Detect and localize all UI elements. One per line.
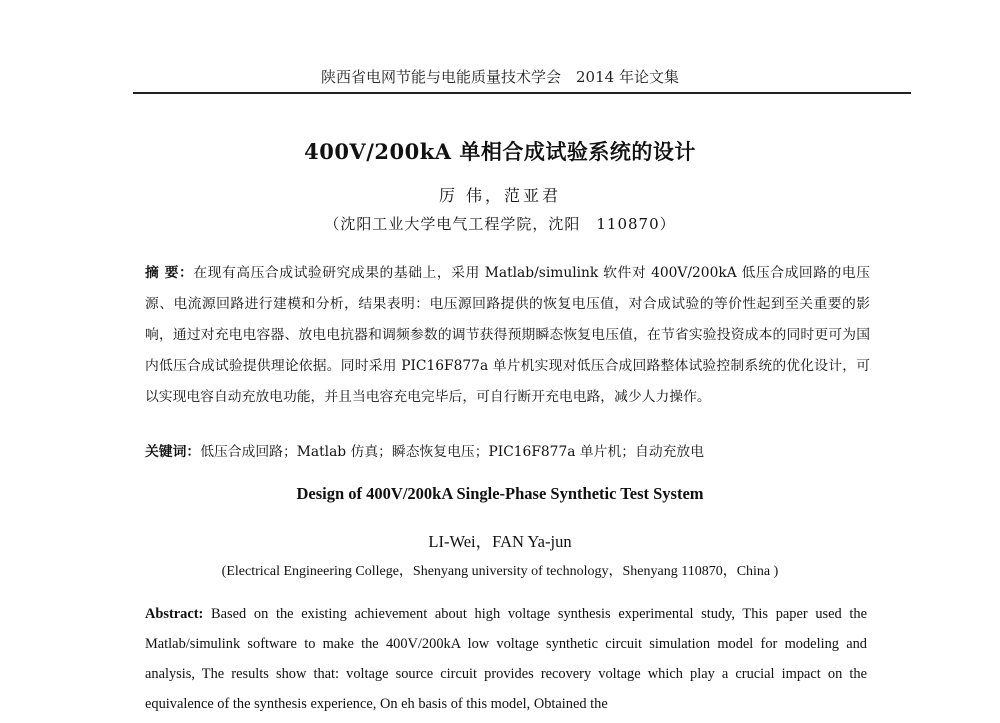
abstract-en-label: Abstract: xyxy=(145,606,204,622)
abstract-cn xyxy=(145,258,870,413)
abstract-cn-label: 摘 要： xyxy=(145,265,194,281)
abstract-en-text: Based on the existing achievement about high voltage synthesis experimental study, This paper used the Matlab/simulink software to make the 400V/200kA low voltage synthetic circuit simulation model for modeling and analysis, The results show that: voltage source circuit provides recovery voltage which play a crucial impact on the equivalence of the synthesis experience, On eh basis of this model, Obtained the xyxy=(145,606,867,712)
keywords-cn xyxy=(145,437,870,468)
paper-title-en: Design of 400V/200kA Single-Phase Synthetic Test System xyxy=(296,484,704,503)
affiliation-en: (Electrical Engineering College，Shenyang university of technology，Shenyang 110870，China ) xyxy=(221,564,779,579)
running-header: 陕西省电网节能与电能质量技术学会 2014 年论文集 xyxy=(321,68,679,86)
affiliation-cn: （沈阳工业大学电气工程学院，沈阳 110870） xyxy=(324,215,676,233)
paper-title-cn: 400V/200kA 单相合成试验系统的设计 xyxy=(304,139,696,164)
keywords-cn-text: 低压合成回路；Matlab 仿真；瞬态恢复电压；PIC16F877a 单片机；自动充放电 xyxy=(200,444,705,460)
header-rule xyxy=(133,92,911,94)
abstract-cn-text: 在现有高压合成试验研究成果的基础上，采用 Matlab/simulink 软件对 400V/200kA 低压合成回路的电压源、电流源回路进行建模和分析，结果表明：电压源回路提供的恢复电压值，对合成试验的等价性起到至关重要的影响，通过对充电电容器、放电电抗器和调频参数的调节获得预期瞬态恢复电压值，在节省实验投资成本的同时更可为国内低压合成试验提供理论依据。同时采用 PIC16F877a 单片机实现对低压合成回路整体试验控制系统的优化设计，可以实现电容自动充放电功能，并且当电容充电完毕后，可自行断开充电电路，减少人力操作。 xyxy=(145,265,870,405)
authors-en: LI-Wei，FAN Ya-jun xyxy=(428,532,572,551)
keywords-cn-label: 关键词： xyxy=(145,444,201,460)
abstract-en xyxy=(145,599,867,719)
authors-cn: 厉 伟，范亚君 xyxy=(438,186,562,205)
